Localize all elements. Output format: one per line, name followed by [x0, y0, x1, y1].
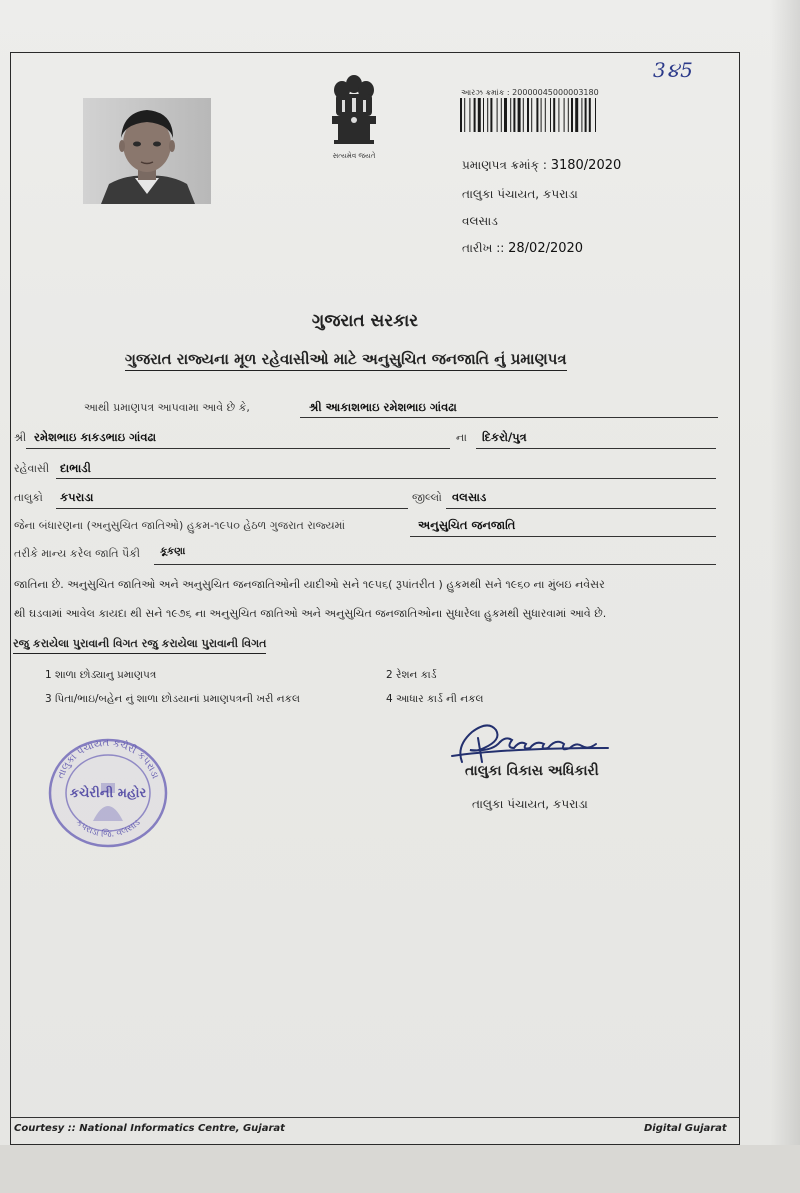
page-bottom-strip — [0, 1145, 800, 1193]
barcode-bar — [483, 98, 484, 132]
barcode-bar — [504, 98, 507, 132]
barcode-icon — [459, 98, 631, 132]
barcode-bar — [527, 98, 529, 132]
signatory-office: તાલુકા પંચાયત, કપરાડા — [472, 797, 588, 811]
applicant-name-underline — [300, 417, 718, 418]
category-value: અનુસુચિત જનજાતિ — [418, 518, 516, 532]
resident-value: દાભાડી — [60, 461, 91, 475]
barcode-bar — [531, 98, 532, 132]
certificate-number-label: પ્રમાણપત્ર ક્રમાંક્ : — [462, 158, 547, 172]
resident-label: રહેવાસી — [14, 462, 50, 475]
barcode-bar — [474, 98, 476, 132]
barcode-bar — [550, 98, 551, 132]
barcode-bar — [589, 98, 591, 132]
barcode-bar — [595, 98, 596, 132]
parent-name: રમેશભાઇ કાકડભાઇ ગાંવઢા — [34, 430, 157, 444]
stamp-bottom-text: કપરાડા જિ. વલસાડ — [73, 817, 143, 840]
barcode-bar — [464, 98, 465, 132]
evidence-heading: રજુ કરાયેલા પુરાવાની વિગત રજુ કરાયેલા પુરાવાની વિગત — [13, 637, 266, 654]
certificate-date — [462, 241, 583, 256]
barcode-bar — [568, 98, 569, 132]
barcode-bar — [510, 98, 511, 132]
applicant-photo — [83, 98, 211, 204]
relation-value: દિકરો/પુત્ર — [482, 430, 527, 444]
barcode-bar — [541, 98, 542, 132]
barcode-bar — [497, 98, 498, 132]
shri-label: શ્રી — [14, 431, 27, 444]
certificate-title: ગુજરાત રાજ્યના મૂળ રહેવાસીઓ માટે અનુસુચિત જનજાતિ નું પ્રમાણપત્ર — [125, 350, 567, 371]
office-seal-stamp — [43, 731, 173, 851]
footer-courtesy: Courtesy :: National Informatics Centre, Gujarat — [14, 1123, 285, 1134]
caste-underline — [154, 564, 716, 565]
ashoka-emblem-icon — [322, 72, 386, 164]
barcode-bar — [558, 98, 559, 132]
resident-underline — [56, 478, 716, 479]
barcode-bar — [575, 98, 578, 132]
barcode-bar — [501, 98, 502, 132]
barcode-bar — [523, 98, 524, 132]
order-text: જેના બંધારણના (અનુસુચિત જાતિઓ) હુકમ-૧૯૫૦ હેઠળ ગુજરાત રાજ્યમાં — [14, 519, 346, 532]
government-title: ગુજરાત સરકાર — [311, 311, 419, 331]
taluka-underline — [56, 508, 408, 509]
barcode-bar — [553, 98, 555, 132]
certificate-date-value: 28/02/2020 — [508, 241, 584, 256]
caste-label: તરીકે માન્ય કરેલ જાતિ પૈકી — [14, 547, 141, 560]
footer-brand: Digital Gujarat — [644, 1123, 727, 1134]
evidence-item: 3 પિતા/ભાઇ/બહેન નું શાળા છોડયાનાં પ્રમાણપત્રની ખરી નકલ — [45, 693, 300, 705]
applicant-name: શ્રી આકાશભાઇ રમેશભાઇ ગાંવઢા — [309, 400, 457, 414]
barcode-bar — [478, 98, 481, 132]
stamp-top-text: તાલુકા પંચાયત કચેરી કપરાડા — [55, 737, 161, 781]
barcode-bar — [571, 98, 573, 132]
parent-name-underline — [26, 448, 450, 449]
evidence-item: 2 રેશન કાર્ડ — [386, 669, 437, 681]
barcode-label: આરઝ ક્રમાંક : 20000045000003180 — [461, 88, 599, 97]
barcode-bar — [469, 98, 470, 132]
handwritten-number: 3૪5 — [653, 58, 694, 82]
barcode-bar — [518, 98, 521, 132]
certificate-date-label: તારીખ :: — [462, 241, 505, 255]
certificate-number — [462, 158, 621, 173]
barcode-bar — [513, 98, 515, 132]
relation-label: ના — [456, 431, 467, 444]
district-label: જીલ્લો — [412, 491, 442, 504]
district-underline — [446, 508, 716, 509]
certificate-border — [10, 52, 740, 1145]
evidence-item: 1 શાળા છોડ્યાનુ પ્રમાણપત્ર — [45, 669, 157, 681]
taluka-value: કપરાડા — [60, 490, 94, 504]
signatory-title: તાલુકા વિકાસ અધિકારી — [465, 763, 599, 779]
taluka-label: તાલુકો — [14, 491, 43, 504]
barcode-bar — [536, 98, 538, 132]
relation-underline — [476, 448, 716, 449]
emblem-motto: સત્યમેવ જયતે — [332, 152, 376, 160]
barcode-bar — [460, 98, 462, 132]
legal-paragraph-line-2: થી ઘડવામાં આવેલ કાયદા થી સને ૧૯૭૬ ના અનુસુચિત જાતિઓ અને અનુસુચિત જનજાતિઓના સુધારેલા હુકમથી સુધારવામાં આવે છે. — [14, 607, 607, 620]
intro-text: આથી પ્રમાણપત્ર આપવામા આવે છે કે, — [84, 401, 250, 414]
barcode-bar — [490, 98, 492, 132]
category-underline — [410, 536, 716, 537]
legal-paragraph-line-1: જાતિના છે. અનુસુચિત જાતિઓ અને અનુસુચિત જનજાતિઓની યાદીઓ સને ૧૯૫૬( રૂપાંતરીત ) હુકમથી સને ૧૯૬૦ ના મુંબઇ નવેસર — [14, 578, 605, 591]
barcode-bar — [581, 98, 582, 132]
caste-value: કૂકણા — [160, 546, 186, 557]
stamp-center-text: કચેરીની મહોર — [69, 786, 147, 801]
evidence-item: 4 આધાર કાર્ડ ની નકલ — [386, 693, 484, 705]
barcode-bar — [585, 98, 587, 132]
barcode-bar — [564, 98, 565, 132]
page-edge-shadow — [770, 0, 800, 1193]
issuing-office: તાલુકા પંચાયત, કપરાડા — [462, 187, 578, 201]
issuing-district: વલસાડ — [462, 214, 498, 228]
district-value: વલસાડ — [452, 490, 487, 504]
certificate-number-value: 3180/2020 — [550, 158, 622, 173]
barcode-bar — [545, 98, 546, 132]
footer-divider — [10, 1117, 740, 1118]
barcode-bar — [487, 98, 488, 132]
